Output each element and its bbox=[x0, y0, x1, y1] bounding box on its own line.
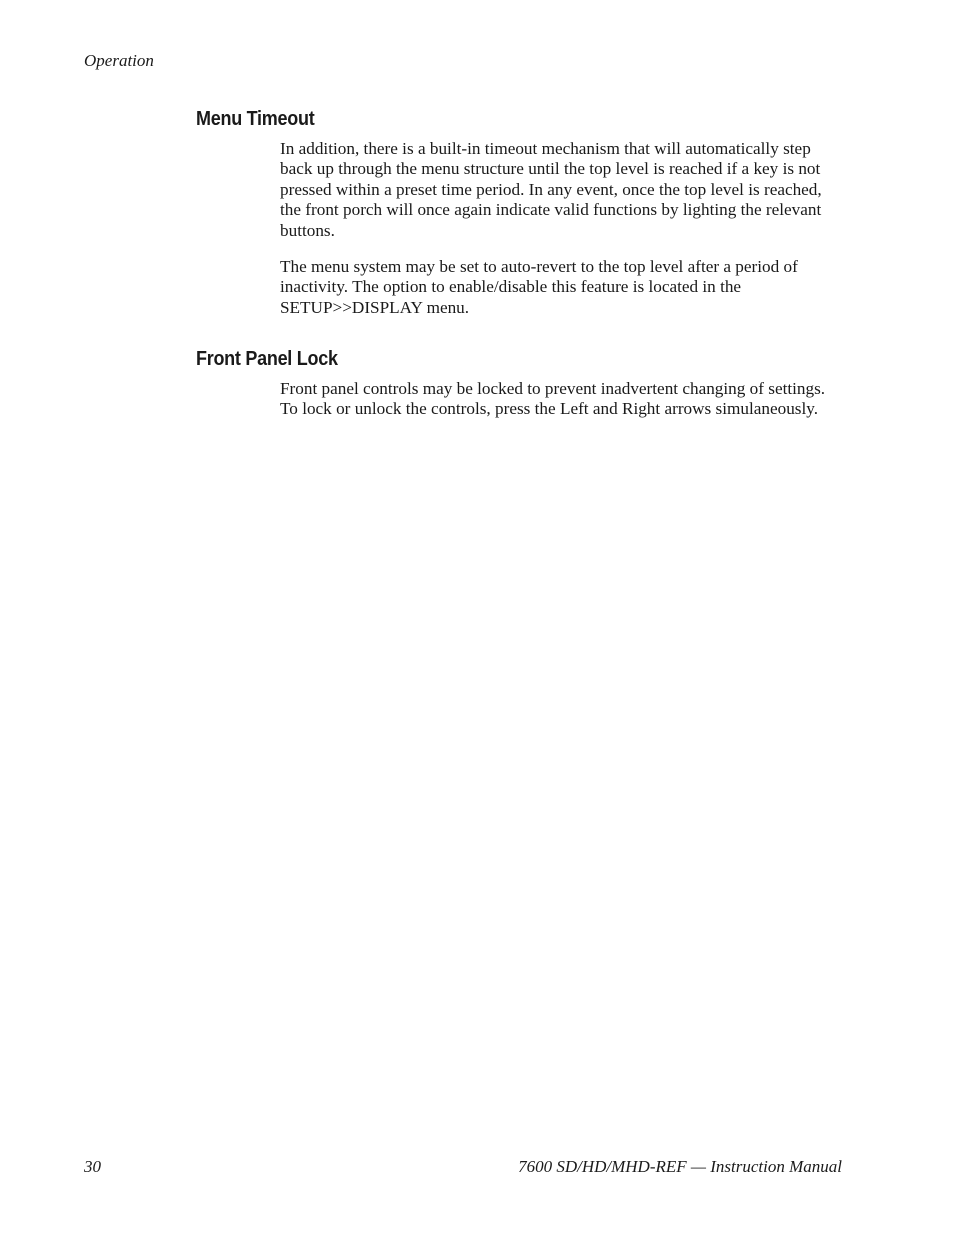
section-body-menu-timeout bbox=[280, 139, 842, 334]
page-number: 30 bbox=[84, 1157, 101, 1176]
paragraph: The menu system may be set to auto-revert to the top level after a period of inactivity. The option to enable/disable this feature is located in the SETUP>>DISPLAY menu. bbox=[280, 257, 798, 317]
paragraph: Front panel controls may be locked to prevent inadvertent changing of settings. To lock or unlock the controls, press the Left and Right arrows simulaneously. bbox=[280, 379, 826, 419]
footer-manual-title: 7600 SD/HD/MHD-REF — Instruction Manual bbox=[518, 1157, 842, 1176]
section-heading-menu-timeout: Menu Timeout bbox=[196, 108, 315, 130]
paragraph: In addition, there is a built-in timeout mechanism that will automatically step back up through the menu structure until the top level is reached if a key is not pressed within a preset time period. In any event, once the top level is reached, the front porch will once again indicate valid functions by lighting the relevant buttons. bbox=[280, 139, 822, 240]
running-header: Operation bbox=[84, 51, 154, 70]
section-body-front-panel-lock bbox=[280, 379, 842, 436]
section-heading-front-panel-lock: Front Panel Lock bbox=[196, 348, 338, 370]
